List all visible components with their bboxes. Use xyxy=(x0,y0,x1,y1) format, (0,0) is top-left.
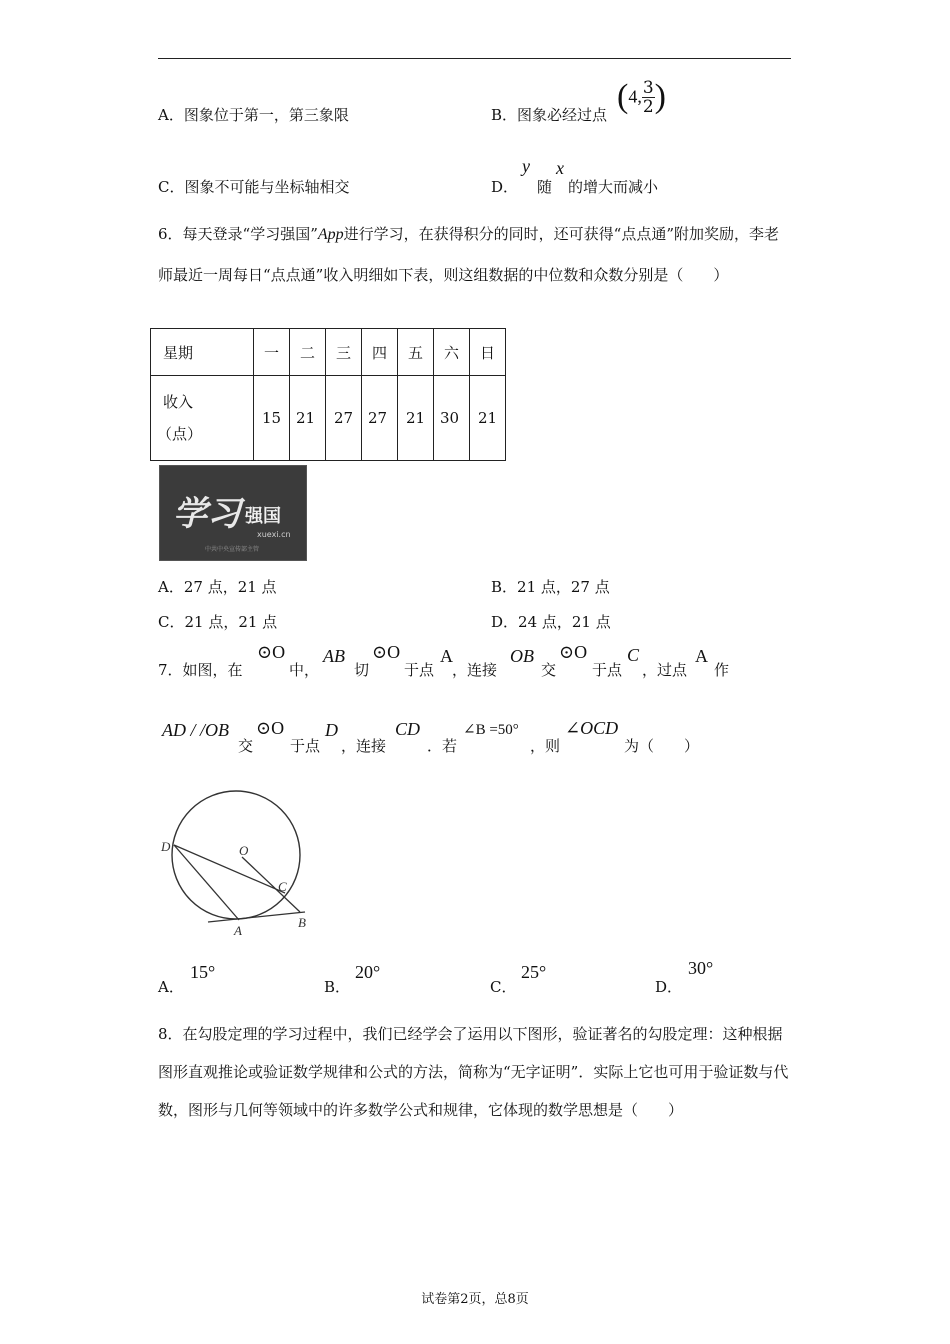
q7-option-b-value: 20° xyxy=(355,962,381,982)
table-cell-value: 27 xyxy=(326,376,362,461)
q5-option-d-label: D． xyxy=(491,178,519,196)
q7-text: 于点 xyxy=(290,737,321,755)
q7-text: 交 xyxy=(238,737,254,755)
table-header-weekday: 星期 xyxy=(151,329,254,376)
table-cell-day: 一 xyxy=(254,329,290,376)
table-cell-day: 三 xyxy=(326,329,362,376)
q7-text: ，则 xyxy=(530,737,561,755)
q7-option-b-label: B． xyxy=(324,978,351,996)
q6-option-d: D．24 点，21 点 xyxy=(491,613,611,631)
table-cell-value: 30 xyxy=(434,376,470,461)
q6-income-table xyxy=(150,328,506,461)
q7-math-circle-o: ⊙O xyxy=(372,642,401,662)
table-cell-value: 27 xyxy=(362,376,398,461)
q5-option-d-suffix: 的增大而减小 xyxy=(568,178,659,196)
header-rule xyxy=(158,58,791,59)
q6-option-b: B．21 点，27 点 xyxy=(491,578,610,596)
label-d: D xyxy=(161,839,171,854)
q7-option-a-label: A． xyxy=(158,978,184,996)
q7-math-a: A xyxy=(695,646,708,666)
segment-da xyxy=(174,845,239,920)
q7-text: 为（ ） xyxy=(624,737,700,755)
q7-text: ．若 xyxy=(427,737,458,755)
q7-option-c-value: 25° xyxy=(521,962,547,982)
q7-text: 切 xyxy=(354,661,370,679)
q6-question: 6．每天登录“学习强国”App进行学习，在获得积分的同时，还可获得“点点通”附加奖励，李老师最近一周每日“点点通”收入明细如下表，则这组数据的中位数和众数分别是（ ） xyxy=(158,225,780,284)
table-cell-value: 21 xyxy=(470,376,506,461)
table-cell-day: 二 xyxy=(290,329,326,376)
svg-text:强国: 强国 xyxy=(245,506,281,527)
q6-option-c: C．21 点，21 点 xyxy=(158,613,278,631)
q7-option-c-label: C． xyxy=(490,978,517,996)
q7-option-d-label: D． xyxy=(655,978,683,996)
q7-text: 作 xyxy=(714,661,730,679)
q6-option-a: A．27 点，21 点 xyxy=(158,578,277,596)
table-cell-value: 21 xyxy=(398,376,434,461)
q7-text: ，过点 xyxy=(642,661,688,679)
q7-text: ，连接 xyxy=(452,661,498,679)
svg-text:学习: 学习 xyxy=(173,494,241,534)
q8-question: 8．在勾股定理的学习过程中，我们已经学会了运用以下图形，验证著名的勾股定理：这种根据图形直观推论或验证数学规律和公式的方法，简称为“无字证明”．实际上它也可用于验证数与代数，图形与几何等领域中的许多数学公式和规律，它体现的数学思想是（ ） xyxy=(158,1025,789,1119)
q5-option-b-point: (4, $\frac{3}{2}$ ) xyxy=(617,77,666,117)
q7-option-a-value: 15° xyxy=(190,962,216,982)
circle-o xyxy=(172,791,300,919)
q5-option-d-y: y xyxy=(522,156,530,176)
q7-math-ad-parallel-ob: AD / /OB xyxy=(162,720,229,740)
q7-text: 于点 xyxy=(404,661,435,679)
q5-option-c: C．图象不可能与坐标轴相交 xyxy=(158,178,350,196)
q7-math-ob: OB xyxy=(510,646,534,666)
table-cell-day: 五 xyxy=(398,329,434,376)
table-cell-day: 四 xyxy=(362,329,398,376)
q7-math-ab: AB xyxy=(323,646,345,666)
table-header-income: 收入 （点） xyxy=(151,376,254,461)
q7-option-d-value: 30° xyxy=(688,958,714,978)
q7-math-a: A xyxy=(440,646,453,666)
q7-math-d: D xyxy=(325,720,338,740)
table-cell-day: 日 xyxy=(470,329,506,376)
q5-option-d-mid: 随 xyxy=(537,178,553,196)
table-cell-day: 六 xyxy=(434,329,470,376)
segment-dc xyxy=(174,845,285,893)
label-c: C xyxy=(278,879,287,894)
xuexi-qiangguo-logo xyxy=(159,465,307,561)
q7-math-angle-b: ∠B =50° xyxy=(463,722,519,738)
q7-math-angle-ocd: ∠OCD xyxy=(565,718,619,738)
q7-circle-figure xyxy=(150,790,330,940)
q7-math-circle-o: ⊙O xyxy=(257,642,286,662)
q7-text: 7．如图，在 xyxy=(158,661,243,679)
segment-ob xyxy=(242,857,300,912)
q5-option-b: B．图象必经过点 xyxy=(491,106,608,124)
table-cell-value: 21 xyxy=(290,376,326,461)
q7-math-circle-o: ⊙O xyxy=(559,642,588,662)
svg-text:xuexi.cn: xuexi.cn xyxy=(257,530,291,539)
table-cell-value: 15 xyxy=(254,376,290,461)
q5-option-a: A．图象位于第一，第三象限 xyxy=(158,106,349,124)
label-b: B xyxy=(298,915,306,930)
page-footer: 试卷第2页，总8页 xyxy=(421,1292,529,1307)
svg-text:中共中央宣传部主管: 中共中央宣传部主管 xyxy=(205,546,260,553)
label-a: A xyxy=(234,923,242,938)
label-o: O xyxy=(239,843,249,858)
q7-text: 于点 xyxy=(592,661,623,679)
q5-option-d-x: x xyxy=(556,158,564,178)
q7-math-cd: CD xyxy=(395,719,421,739)
q7-text: ，连接 xyxy=(341,737,387,755)
q7-math-circle-o: ⊙O xyxy=(256,718,285,738)
q7-math-c: C xyxy=(627,645,640,665)
q7-text: 交 xyxy=(541,661,557,679)
q7-text: 中， xyxy=(289,661,320,679)
